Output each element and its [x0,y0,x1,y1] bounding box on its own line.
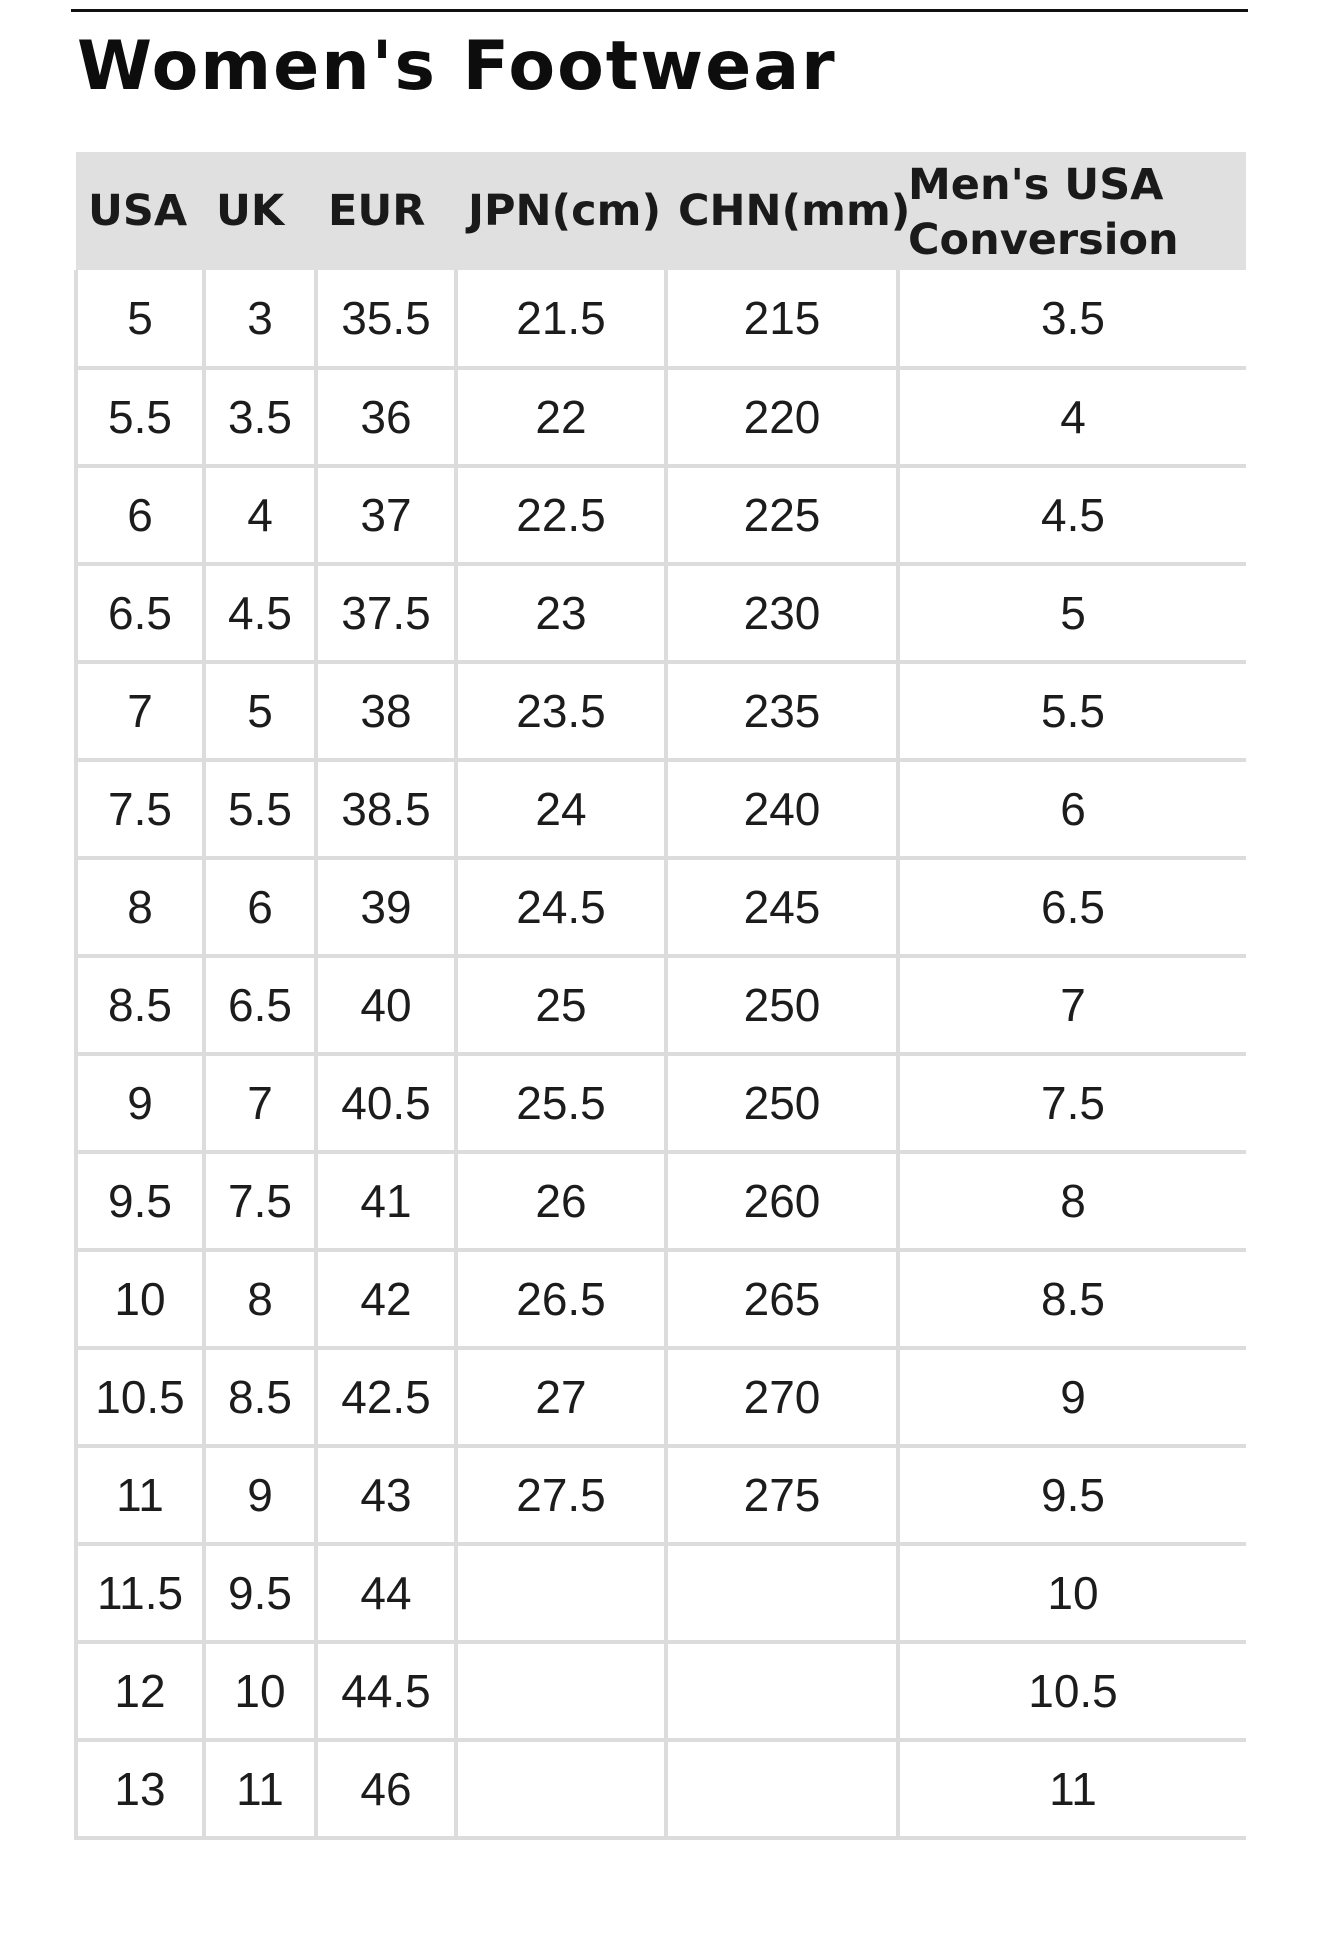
cell-uk: 8.5 [204,1348,316,1446]
cell-chn-mm: 270 [666,1348,898,1446]
cell-usa: 6 [76,466,204,564]
cell-eur: 41 [316,1152,456,1250]
header-mens-line2: Conversion [908,215,1179,265]
table-row [76,662,1246,760]
cell-mens-usa: 11 [898,1740,1246,1838]
cell-usa: 11 [76,1446,204,1544]
header-row [76,152,1246,270]
table-row [76,564,1246,662]
cell-chn-mm: 265 [666,1250,898,1348]
cell-mens-usa: 6 [898,760,1246,858]
cell-usa: 9 [76,1054,204,1152]
cell-eur: 44.5 [316,1642,456,1740]
header-uk: UK [204,152,316,270]
cell-eur: 37 [316,466,456,564]
cell-usa: 6.5 [76,564,204,662]
cell-mens-usa: 7 [898,956,1246,1054]
cell-uk: 3 [204,270,316,368]
cell-uk: 10 [204,1642,316,1740]
cell-mens-usa: 10.5 [898,1642,1246,1740]
table-row [76,1740,1246,1838]
cell-chn-mm: 275 [666,1446,898,1544]
cell-eur: 40 [316,956,456,1054]
table-row [76,1054,1246,1152]
cell-chn-mm: 260 [666,1152,898,1250]
cell-chn-mm: 230 [666,564,898,662]
table-row [76,760,1246,858]
cell-chn-mm: 240 [666,760,898,858]
cell-chn-mm: 250 [666,956,898,1054]
header-eur: EUR [316,152,456,270]
cell-eur: 42 [316,1250,456,1348]
table-header [76,152,1246,270]
cell-usa: 10.5 [76,1348,204,1446]
cell-jpn-cm: 27 [456,1348,666,1446]
table-row [76,1446,1246,1544]
header-chn: CHN(mm) [666,152,898,270]
cell-mens-usa: 9.5 [898,1446,1246,1544]
table-row [76,270,1246,368]
cell-mens-usa: 5.5 [898,662,1246,760]
cell-jpn-cm: 26.5 [456,1250,666,1348]
cell-jpn-cm [456,1740,666,1838]
cell-uk: 4.5 [204,564,316,662]
cell-mens-usa: 6.5 [898,858,1246,956]
table-row [76,956,1246,1054]
cell-uk: 7 [204,1054,316,1152]
cell-usa: 13 [76,1740,204,1838]
cell-chn-mm [666,1740,898,1838]
cell-eur: 39 [316,858,456,956]
cell-chn-mm: 225 [666,466,898,564]
cell-usa: 11.5 [76,1544,204,1642]
cell-eur: 36 [316,368,456,466]
cell-chn-mm: 245 [666,858,898,956]
cell-chn-mm: 220 [666,368,898,466]
cell-mens-usa: 4 [898,368,1246,466]
cell-uk: 9 [204,1446,316,1544]
cell-mens-usa: 8 [898,1152,1246,1250]
cell-jpn-cm: 21.5 [456,270,666,368]
cell-eur: 40.5 [316,1054,456,1152]
table-row [76,1152,1246,1250]
cell-usa: 5.5 [76,368,204,466]
cell-eur: 35.5 [316,270,456,368]
table-row [76,1250,1246,1348]
cell-mens-usa: 4.5 [898,466,1246,564]
cell-eur: 46 [316,1740,456,1838]
table-body [76,270,1246,1838]
cell-chn-mm [666,1544,898,1642]
cell-usa: 10 [76,1250,204,1348]
cell-mens-usa: 7.5 [898,1054,1246,1152]
cell-uk: 11 [204,1740,316,1838]
cell-mens-usa: 3.5 [898,270,1246,368]
cell-jpn-cm: 27.5 [456,1446,666,1544]
cell-chn-mm: 250 [666,1054,898,1152]
table-row [76,858,1246,956]
cell-uk: 6 [204,858,316,956]
header-mens-line1: Men's USA [908,160,1164,210]
cell-mens-usa: 8.5 [898,1250,1246,1348]
size-chart-table [74,152,1246,1840]
cell-usa: 7 [76,662,204,760]
header-usa: USA [76,152,204,270]
cell-jpn-cm: 25 [456,956,666,1054]
cell-usa: 7.5 [76,760,204,858]
header-jpn: JPN(cm) [456,152,666,270]
table-row [76,1642,1246,1740]
cell-usa: 5 [76,270,204,368]
cell-uk: 8 [204,1250,316,1348]
cell-uk: 6.5 [204,956,316,1054]
cell-uk: 3.5 [204,368,316,466]
cell-jpn-cm: 24 [456,760,666,858]
page-title: Women's Footwear [77,27,837,106]
table-row [76,1544,1246,1642]
cell-eur: 42.5 [316,1348,456,1446]
cell-uk: 9.5 [204,1544,316,1642]
cell-chn-mm: 235 [666,662,898,760]
cell-jpn-cm: 23.5 [456,662,666,760]
cell-chn-mm: 215 [666,270,898,368]
cell-usa: 12 [76,1642,204,1740]
cell-uk: 5.5 [204,760,316,858]
cell-usa: 8.5 [76,956,204,1054]
cell-eur: 43 [316,1446,456,1544]
table-row [76,1348,1246,1446]
cell-mens-usa: 9 [898,1348,1246,1446]
cell-eur: 37.5 [316,564,456,662]
cell-jpn-cm: 24.5 [456,858,666,956]
cell-usa: 9.5 [76,1152,204,1250]
cell-uk: 5 [204,662,316,760]
cell-jpn-cm: 22.5 [456,466,666,564]
cell-jpn-cm [456,1642,666,1740]
cell-jpn-cm: 22 [456,368,666,466]
cell-chn-mm [666,1642,898,1740]
table-row [76,368,1246,466]
cell-eur: 44 [316,1544,456,1642]
cell-usa: 8 [76,858,204,956]
cell-jpn-cm [456,1544,666,1642]
top-rule [71,9,1248,12]
cell-uk: 7.5 [204,1152,316,1250]
cell-mens-usa: 5 [898,564,1246,662]
header-mens-usa-conversion [898,152,1246,270]
cell-mens-usa: 10 [898,1544,1246,1642]
cell-eur: 38 [316,662,456,760]
table-row [76,466,1246,564]
cell-jpn-cm: 23 [456,564,666,662]
cell-eur: 38.5 [316,760,456,858]
cell-jpn-cm: 25.5 [456,1054,666,1152]
cell-uk: 4 [204,466,316,564]
cell-jpn-cm: 26 [456,1152,666,1250]
